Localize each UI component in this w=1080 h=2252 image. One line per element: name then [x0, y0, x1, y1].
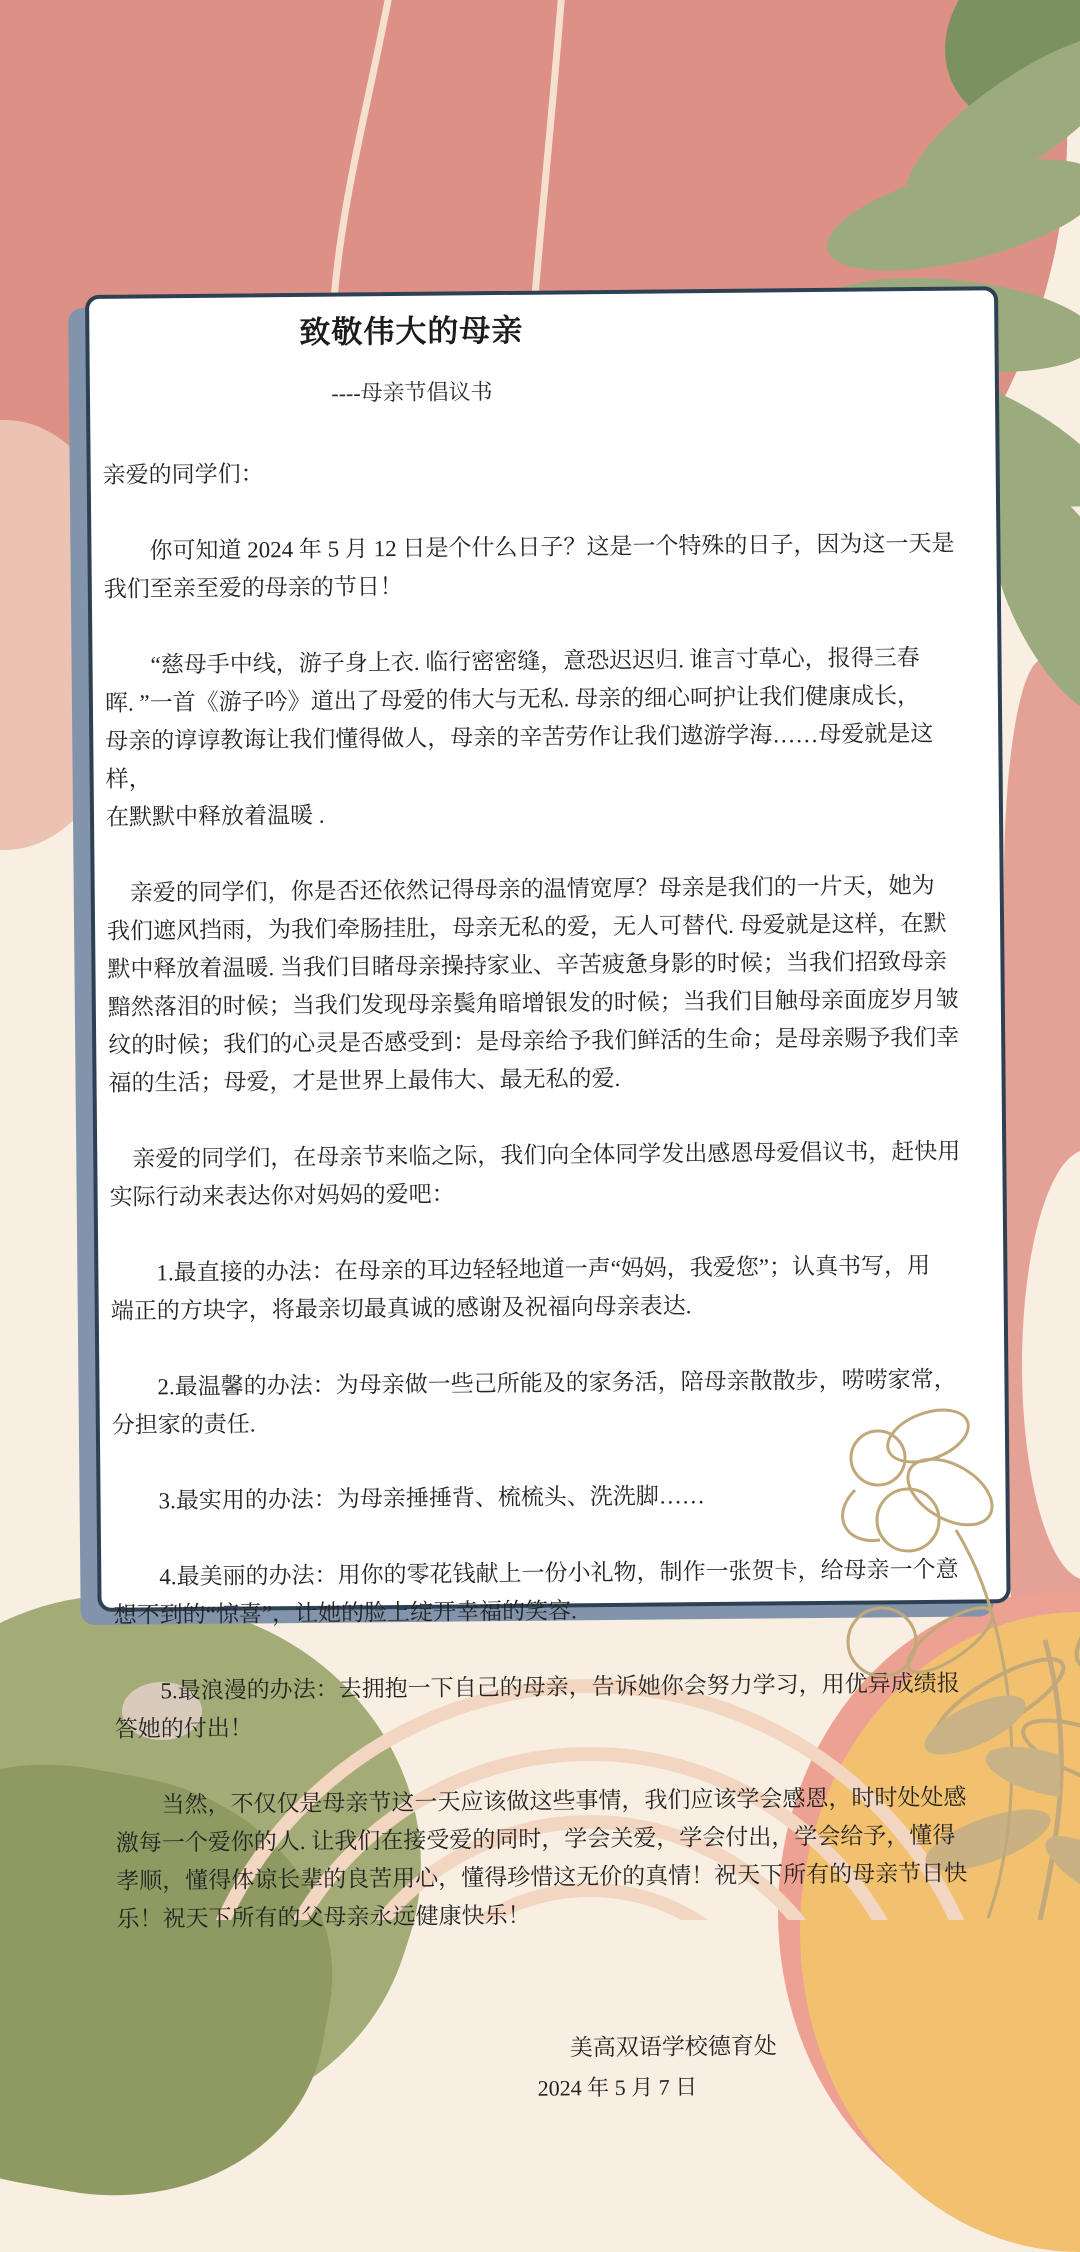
salutation: 亲爱的同学们：	[102, 461, 264, 488]
body-paragraph: “慈母手中线，游子身上衣. 临行密密缝，意恐迟迟归. 谁言寸草心，报得三春 晖. ”一首《游子吟》道出了母爱的伟大与无私. 母亲的细心呵护让我们健康成长， 母亲的谆谆教诲让我们懂得做人，母亲的辛苦劳作让我们遨游学海……母爱就是这样， 在默默中释放着温暖 .	[104, 645, 934, 830]
body-paragraph: 当然，不仅仅是母亲节这一天应该做这些事情，我们应该学会感恩，时时处处感 激每一个爱你的人. 让我们在接受爱的同时，学会关爱，学会付出，学会给予，懂得 孝顺，懂得体谅长辈的良苦用心，懂得珍惜这无价的真情！祝天下所有的母亲节日快 乐！祝天下所有的父母亲永远健康快乐！	[115, 1784, 968, 1932]
signature-date: 2024 年 5 月 7 日	[537, 2074, 698, 2101]
body-paragraph: 2.最温馨的办法：为母亲做一些己所能及的家务活，陪母亲散散步，唠唠家常， 分担家的责任.	[111, 1366, 957, 1438]
body-paragraph: 1.最直接的办法：在母亲的耳边轻轻地道一声“妈妈，我爱您”；认真书写，用 端正的方块字，将最亲切最真诚的感谢及祝福向母亲表达.	[110, 1252, 931, 1324]
body-paragraph: 3.最实用的办法：为母亲捶捶背、梳梳头、洗洗脚……	[112, 1483, 705, 1514]
body-paragraph: 你可知道 2024 年 5 月 12 日是个什么日子？这是一个特殊的日子，因为这一天是 我们至亲至爱的母亲的节日！	[103, 530, 955, 602]
body-paragraph: 5.最浪漫的办法：去拥抱一下自己的母亲，告诉她你会努力学习，用优异成绩报 答她的付出！	[114, 1670, 960, 1742]
letter-heading	[101, 309, 722, 411]
body-paragraph: 亲爱的同学们，你是否还依然记得母亲的温情宽厚？母亲是我们的一片天，她为 我们遮风挡雨，为我们牵肠挂肚，母亲无私的爱，无人可替代. 母爱就是这样，在默 默中释放着温暖. 当我们目睹母亲操持家业、辛苦疲惫身影的时候；当我们招致母亲 黯然落泪的时候；当我们发现母亲鬓角暗增银发的时候；当我们目触母亲面庞岁月皱 纹的时候；我们的心灵是否感受到：是母亲给予我们鲜活的生命；是母亲赐予我们幸 福的生活；母爱，才是世界上最伟大、最无私的爱.	[106, 872, 960, 1096]
letter-subtitle: ----母亲节倡议书	[331, 379, 493, 406]
letter-title: 致敬伟大的母亲	[299, 312, 524, 350]
body-paragraph: 4.最美丽的办法：用你的零花钱献上一份小礼物，制作一张贺卡，给母亲一个意 想不到的“惊喜”，让她的脸上绽开幸福的笑容.	[113, 1556, 959, 1628]
signature-block	[118, 2025, 978, 2113]
gold-flower-icon	[760, 1340, 1060, 1920]
signature-org: 美高双语学校德育处	[569, 2033, 777, 2061]
body-paragraph: 亲爱的同学们，在母亲节来临之际，我们向全体同学发出感恩母爱倡议书，赶快用 实际行动来表达你对妈妈的爱吧：	[109, 1138, 961, 1210]
